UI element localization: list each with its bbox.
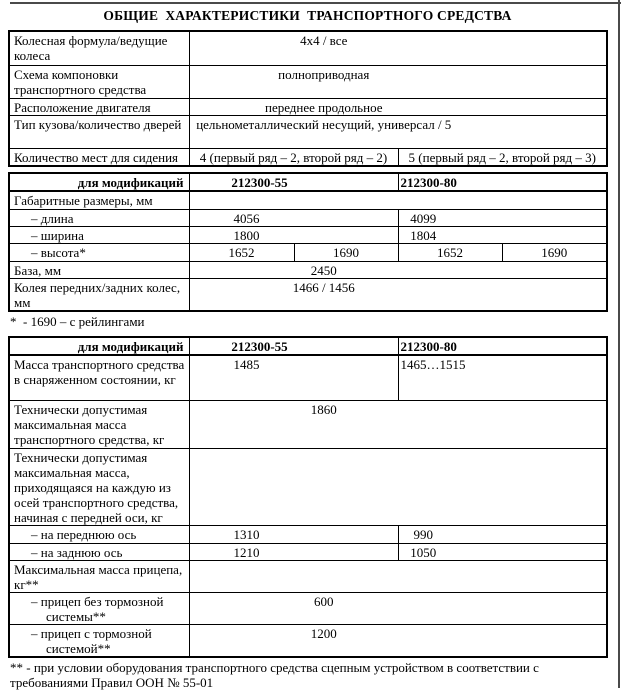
page-border-right (618, 0, 620, 688)
table-row (9, 115, 607, 148)
header-label: для модификаций (9, 173, 189, 191)
row-value: цельнометаллический несущий, универсал / 5 (189, 115, 607, 148)
row-label: Колесная формула/ведущие колеса (9, 31, 189, 65)
row-label: – на переднюю ось (9, 526, 189, 544)
row-value-5seat: 5 (первый ряд – 2, второй ряд – 3) (398, 148, 607, 166)
row-value: 4099 (398, 209, 607, 226)
row-value: 2450 (189, 261, 607, 278)
row-value: 1652 (189, 243, 294, 261)
table-row (9, 261, 607, 278)
general-characteristics-table (8, 30, 608, 167)
row-value: 1690 (502, 243, 607, 261)
mass-table (8, 336, 608, 659)
row-label: Технически допустимая максимальная масса, приходящаяся на каждую из осей транспортного средства, начиная с передней оси, кг (9, 449, 189, 526)
row-value: 1690 (294, 243, 398, 261)
row-value: 4056 (189, 209, 398, 226)
row-label: – длина (9, 209, 189, 226)
row-value: 1465…1515 (398, 355, 607, 401)
row-label: Масса транспортного средства в снаряженном состоянии, кг (9, 355, 189, 401)
table-row (9, 625, 607, 658)
row-label: Технически допустимая максимальная масса транспортного средства, кг (9, 401, 189, 449)
row-value: переднее продольное (189, 98, 607, 115)
table-row (9, 593, 607, 625)
table-row (9, 148, 607, 166)
row-label: – прицеп с тормозной системой** (9, 625, 189, 658)
row-value: 600 (189, 593, 607, 625)
page-title: ОБЩИЕ ХАРАКТЕРИСТИКИ ТРАНСПОРТНОГО СРЕДСТВА (103, 8, 512, 23)
row-value: 1050 (398, 544, 607, 561)
row-label: – на заднюю ось (9, 544, 189, 561)
empty-cell (189, 191, 607, 209)
row-value: 1804 (398, 226, 607, 243)
row-value-4seat: 4 (первый ряд – 2, второй ряд – 2) (189, 148, 398, 166)
table-row (9, 209, 607, 226)
empty-cell (189, 561, 607, 593)
row-value: полноприводная (189, 65, 607, 98)
page-border-top (10, 2, 621, 4)
table-row (9, 449, 607, 526)
table-row (9, 191, 607, 209)
row-value: 1200 (189, 625, 607, 658)
document-page (8, 6, 607, 693)
empty-cell (189, 449, 607, 526)
row-label: – ширина (9, 226, 189, 243)
row-value: 1310 (189, 526, 398, 544)
table-row (9, 355, 607, 401)
table-row (9, 31, 607, 65)
mass-footnote: ** - при условии оборудования транспортного средства сцепным устройством в соответствии с требованиями Правил ООН № 55-01 (10, 660, 543, 690)
table-row (9, 401, 607, 449)
row-label: База, мм (9, 261, 189, 278)
table-row (9, 226, 607, 243)
header-mod1: 212300-55 (189, 337, 398, 355)
row-label: Схема компоновки транспортного средства (9, 65, 189, 98)
table-header-row (9, 337, 607, 355)
table-row (9, 243, 607, 261)
row-label: Расположение двигателя (9, 98, 189, 115)
dimensions-table (8, 172, 608, 312)
row-label: Колея передних/задних колес, мм (9, 278, 189, 311)
table-row (9, 98, 607, 115)
table-row (9, 278, 607, 311)
table-row (9, 65, 607, 98)
header-mod2: 212300-80 (398, 337, 607, 355)
row-value: 1652 (398, 243, 502, 261)
row-value: 1860 (189, 401, 607, 449)
row-label: – высота* (9, 243, 189, 261)
table-row (9, 544, 607, 561)
dimensions-footnote: * - 1690 – с рейлингами (10, 313, 145, 329)
row-value: 990 (398, 526, 607, 544)
row-label: Количество мест для сидения (9, 148, 189, 166)
row-value: 4х4 / все (189, 31, 607, 65)
row-value: 1210 (189, 544, 398, 561)
row-label: – прицеп без тормозной системы** (9, 593, 189, 625)
table-header-row (9, 173, 607, 191)
row-label: Максимальная масса прицепа, кг** (9, 561, 189, 593)
row-value: 1800 (189, 226, 398, 243)
header-mod1: 212300-55 (189, 173, 398, 191)
row-value: 1485 (189, 355, 398, 401)
table-row (9, 526, 607, 544)
row-value: 1466 / 1456 (189, 278, 607, 311)
row-label: Габаритные размеры, мм (9, 191, 189, 209)
row-label: Тип кузова/количество дверей (9, 115, 189, 148)
header-label: для модификаций (9, 337, 189, 355)
header-mod2: 212300-80 (398, 173, 607, 191)
table-row (9, 561, 607, 593)
